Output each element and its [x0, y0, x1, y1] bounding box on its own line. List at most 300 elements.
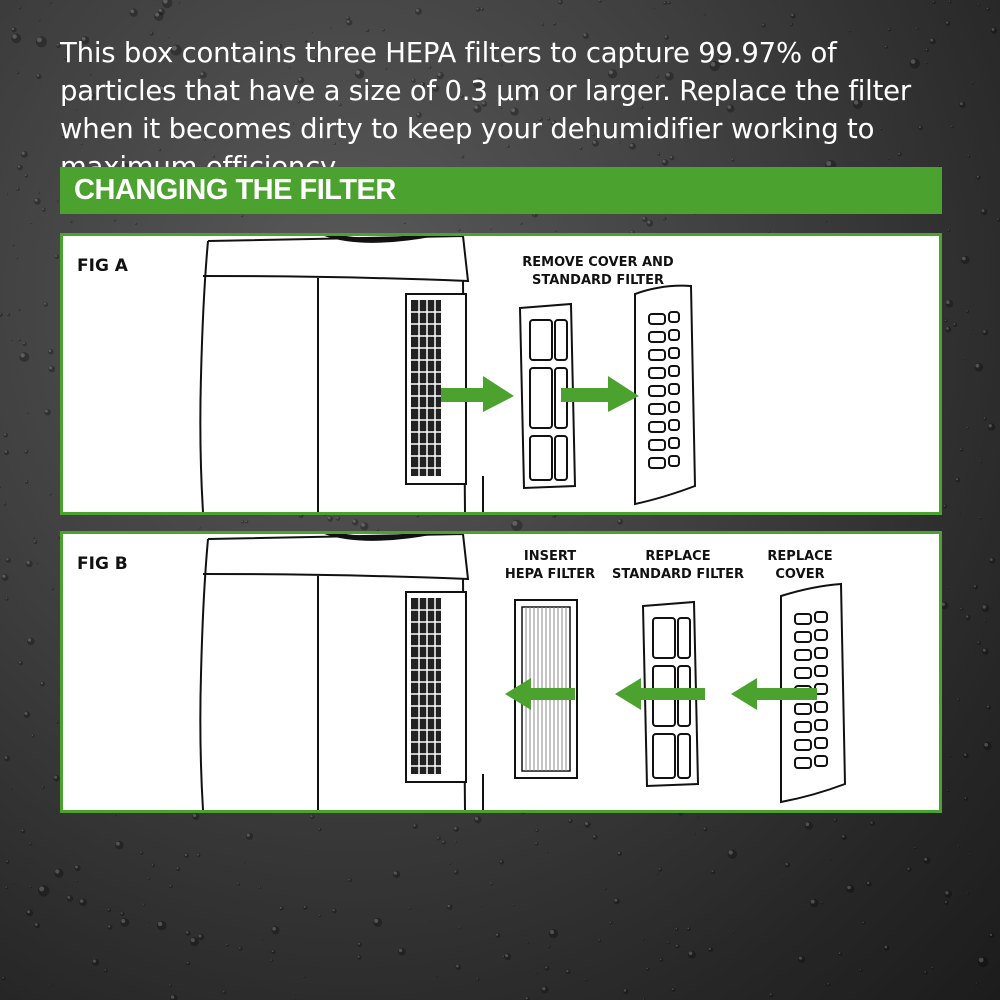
water-droplet-highlight	[186, 931, 188, 933]
water-droplet-highlight	[456, 965, 459, 968]
water-droplet	[604, 887, 607, 890]
water-droplet	[398, 948, 406, 956]
water-droplet-highlight	[19, 339, 20, 340]
water-droplet	[75, 865, 81, 871]
water-droplet	[198, 934, 205, 941]
water-droplet-highlight	[585, 979, 586, 980]
water-droplet-highlight	[409, 907, 410, 908]
water-droplet	[271, 926, 279, 934]
water-droplet	[11, 33, 21, 43]
water-droplet	[241, 215, 244, 218]
water-droplet	[932, 1, 935, 4]
water-droplet-highlight	[25, 450, 27, 452]
water-droplet	[989, 933, 994, 938]
water-droplet	[914, 847, 917, 850]
water-droplet	[663, 217, 667, 221]
water-droplet-highlight	[442, 841, 444, 843]
water-droplet	[981, 209, 987, 215]
water-droplet-highlight	[366, 29, 368, 31]
water-droplet	[553, 23, 556, 26]
water-droplet	[982, 648, 989, 655]
water-droplet-highlight	[358, 943, 360, 945]
water-droplet-highlight	[16, 257, 17, 258]
water-droplet	[2, 977, 6, 981]
water-droplet	[980, 461, 982, 463]
water-droplet-highlight	[121, 912, 123, 914]
water-droplet-highlight	[105, 969, 107, 971]
water-droplet	[593, 835, 598, 840]
water-droplet-highlight	[37, 37, 42, 42]
water-droplet	[548, 945, 551, 948]
water-droplet	[967, 892, 969, 894]
water-droplet	[535, 842, 538, 845]
water-droplet-highlight	[114, 814, 115, 815]
water-droplet	[558, 0, 563, 5]
water-droplet-highlight	[4, 434, 6, 436]
fig-a-label: FIG A	[77, 256, 128, 276]
water-droplet	[130, 9, 138, 17]
water-droplet-highlight	[6, 558, 8, 560]
water-droplet-highlight	[148, 878, 149, 879]
water-droplet-highlight	[964, 754, 966, 756]
water-droplet	[703, 13, 705, 15]
water-droplet-highlight	[2, 575, 5, 578]
water-droplet-highlight	[75, 866, 78, 869]
water-droplet	[949, 0, 952, 3]
water-droplet	[27, 412, 29, 414]
water-droplet	[12, 882, 14, 884]
water-droplet-highlight	[80, 899, 83, 902]
water-droplet	[476, 7, 481, 12]
water-droplet-highlight	[969, 854, 970, 855]
water-droplet	[762, 23, 766, 27]
water-droplet-highlight	[960, 102, 963, 105]
water-droplet	[151, 864, 155, 868]
water-droplet	[55, 254, 60, 259]
water-droplet	[310, 815, 314, 819]
water-droplet-highlight	[30, 843, 31, 844]
water-droplet-highlight	[25, 175, 27, 177]
water-droplet-highlight	[643, 998, 644, 999]
water-droplet	[92, 959, 99, 966]
fig-b-label: FIG B	[77, 554, 128, 574]
water-droplet-highlight	[984, 620, 985, 621]
water-droplet	[827, 983, 831, 987]
water-droplet-highlight	[503, 956, 504, 957]
water-droplet-highlight	[2, 977, 4, 979]
water-droplet-highlight	[374, 919, 378, 923]
water-droplet	[27, 638, 35, 646]
water-droplet	[54, 869, 63, 878]
water-droplet	[360, 522, 368, 530]
water-droplet-highlight	[548, 946, 549, 947]
water-droplet-highlight	[660, 959, 662, 961]
water-droplet	[148, 921, 150, 923]
water-droplet	[44, 302, 48, 306]
water-droplet	[67, 895, 73, 901]
water-droplet	[447, 904, 453, 910]
water-droplet	[140, 851, 144, 855]
water-droplet-highlight	[382, 29, 383, 30]
water-droplet-highlight	[93, 960, 96, 963]
water-droplet-highlight	[496, 934, 498, 936]
water-droplet	[947, 229, 950, 232]
water-droplet-highlight	[647, 968, 648, 969]
water-droplet	[244, 861, 246, 863]
water-droplet-highlight	[187, 962, 189, 964]
water-droplet-highlight	[19, 7, 20, 8]
water-droplet	[924, 857, 931, 864]
water-droplet-highlight	[5, 450, 7, 452]
water-droplet	[566, 970, 571, 975]
water-droplet-highlight	[976, 983, 977, 984]
water-droplet	[246, 833, 253, 840]
water-droplet	[924, 971, 928, 975]
unit-filter-slot	[406, 592, 466, 782]
water-droplet	[79, 899, 87, 907]
water-droplet-highlight	[77, 897, 78, 898]
water-droplet-highlight	[490, 883, 491, 884]
water-droplet-highlight	[336, 517, 338, 519]
water-droplet	[437, 836, 441, 840]
water-droplet	[545, 966, 550, 971]
water-droplet-highlight	[455, 841, 456, 842]
water-droplet	[454, 826, 460, 832]
water-droplet	[656, 873, 658, 875]
water-droplet	[10, 787, 12, 789]
water-droplet-highlight	[24, 712, 27, 715]
water-droplet-highlight	[399, 949, 402, 952]
water-droplet-highlight	[35, 199, 38, 202]
water-droplet-highlight	[311, 32, 312, 33]
water-droplet-highlight	[245, 520, 247, 522]
water-droplet-highlight	[559, 1, 561, 3]
water-droplet	[499, 860, 504, 865]
water-droplet	[791, 13, 796, 18]
water-droplet-highlight	[948, 229, 949, 230]
water-droplet	[12, 244, 14, 246]
water-droplet	[945, 890, 953, 898]
water-droplet	[6, 860, 10, 864]
water-droplet	[382, 29, 385, 32]
water-droplet	[535, 972, 537, 974]
water-droplet-highlight	[23, 343, 25, 345]
water-droplet-highlight	[56, 200, 57, 201]
fig-b-panel	[60, 531, 942, 813]
water-droplet-highlight	[782, 877, 783, 878]
water-droplet	[642, 217, 648, 223]
water-droplet	[623, 989, 628, 994]
water-droplet	[158, 8, 165, 15]
water-droplet-highlight	[947, 790, 948, 791]
water-droplet-highlight	[513, 904, 514, 905]
water-droplet-highlight	[416, 9, 419, 12]
water-droplet	[17, 165, 23, 171]
fig-b-step2-line1: REPLACE	[645, 549, 711, 564]
water-droplet-highlight	[481, 905, 482, 906]
water-droplet-highlight	[694, 833, 695, 834]
water-droplet	[961, 256, 969, 264]
water-droplet	[38, 192, 40, 194]
water-droplet-highlight	[555, 230, 556, 231]
water-droplet-highlight	[49, 366, 52, 369]
water-droplet	[303, 906, 307, 910]
water-droplet	[663, 1, 667, 5]
water-droplet-highlight	[997, 219, 999, 221]
water-droplet-highlight	[31, 222, 32, 223]
water-droplet	[520, 222, 523, 225]
water-droplet-highlight	[987, 8, 989, 10]
water-droplet	[646, 968, 649, 971]
water-droplet	[16, 71, 19, 74]
water-droplet-highlight	[526, 997, 528, 999]
water-droplet-highlight	[618, 852, 620, 854]
water-droplet	[157, 921, 167, 931]
water-droplet	[977, 641, 981, 645]
water-droplet	[332, 909, 337, 914]
water-droplet	[945, 327, 951, 333]
water-droplet	[617, 519, 623, 525]
water-droplet-highlight	[30, 886, 31, 887]
water-droplet	[77, 897, 79, 899]
water-droplet	[983, 330, 989, 336]
water-droplet-highlight	[266, 956, 267, 957]
water-droplet-highlight	[829, 859, 830, 860]
water-droplet	[226, 943, 229, 946]
water-droplet-highlight	[541, 23, 542, 24]
water-droplet-highlight	[762, 24, 764, 26]
water-droplet	[56, 200, 58, 202]
water-droplet-highlight	[280, 907, 282, 909]
water-droplet	[668, 1, 671, 4]
water-droplet-highlight	[11, 339, 12, 340]
water-droplet-highlight	[954, 323, 956, 325]
water-droplet-highlight	[664, 2, 666, 4]
water-droplet-highlight	[979, 958, 984, 963]
water-droplet-highlight	[933, 1, 934, 2]
water-droplet	[697, 815, 699, 817]
fig-a-caption	[503, 254, 693, 290]
water-droplet	[785, 863, 790, 868]
water-droplet	[984, 620, 986, 622]
water-droplet	[944, 901, 948, 905]
water-droplet-highlight	[170, 885, 172, 887]
water-droplet-highlight	[811, 900, 815, 904]
water-droplet-highlight	[790, 23, 792, 25]
water-droplet	[846, 885, 854, 893]
water-droplet	[56, 721, 59, 724]
water-droplet-highlight	[944, 505, 946, 507]
water-droplet-highlight	[178, 2, 179, 3]
water-droplet-highlight	[42, 208, 44, 210]
water-droplet	[834, 819, 837, 822]
water-droplet	[946, 21, 951, 26]
water-droplet	[976, 983, 978, 985]
water-droplet	[18, 339, 21, 342]
water-droplet-highlight	[946, 22, 948, 24]
water-droplet-highlight	[18, 165, 20, 167]
water-droplet-highlight	[54, 776, 57, 779]
water-droplet-highlight	[585, 822, 588, 825]
water-droplet-highlight	[490, 228, 491, 229]
water-droplet-highlight	[17, 72, 18, 73]
water-droplet-highlight	[259, 887, 260, 888]
water-droplet	[436, 975, 438, 977]
water-droplet-highlight	[394, 872, 397, 875]
water-droplet-highlight	[19, 661, 21, 663]
water-droplet-highlight	[49, 493, 50, 494]
water-droplet-highlight	[806, 822, 810, 826]
water-droplet-highlight	[191, 938, 195, 942]
water-droplet	[26, 910, 33, 917]
water-droplet	[33, 537, 35, 539]
water-droplet	[527, 942, 529, 944]
water-droplet	[964, 753, 969, 758]
water-droplet-highlight	[348, 879, 350, 881]
water-droplet-highlight	[966, 615, 968, 617]
water-droplet-highlight	[27, 412, 28, 413]
water-droplet-highlight	[272, 927, 276, 931]
water-droplet	[659, 958, 663, 962]
fig-b-step2-caption	[603, 548, 753, 584]
water-droplet-highlight	[971, 82, 972, 83]
water-droplet-highlight	[951, 126, 952, 127]
water-droplet-highlight	[520, 222, 521, 223]
water-droplet	[449, 863, 451, 865]
water-droplet	[25, 174, 28, 177]
water-droplet	[988, 423, 996, 431]
water-droplet-highlight	[261, 939, 262, 940]
water-droplet	[45, 409, 51, 415]
water-droplet	[825, 220, 827, 222]
water-droplet-highlight	[22, 152, 25, 155]
fig-a-caption-line2: STANDARD FILTER	[532, 273, 664, 288]
water-droplet-highlight	[34, 540, 36, 542]
water-droplet-highlight	[978, 642, 980, 644]
water-droplet-highlight	[429, 920, 430, 921]
water-droplet-highlight	[709, 948, 711, 950]
water-droplet-highlight	[459, 927, 460, 928]
water-droplet-highlight	[114, 219, 115, 220]
water-droplet-highlight	[17, 188, 18, 189]
water-droplet	[965, 615, 970, 620]
water-droplet-highlight	[271, 960, 272, 961]
water-droplet	[983, 417, 987, 421]
water-droplet	[19, 661, 23, 665]
water-droplet-highlight	[353, 520, 356, 523]
water-droplet	[21, 151, 28, 158]
water-droplet	[979, 517, 982, 520]
water-droplet-highlight	[974, 177, 975, 178]
water-droplet-highlight	[44, 303, 46, 305]
water-droplet	[907, 867, 912, 872]
water-droplet-highlight	[871, 822, 873, 824]
water-droplet-highlight	[361, 523, 365, 527]
water-droplet	[120, 912, 124, 916]
water-droplet-highlight	[135, 223, 136, 224]
water-droplet-highlight	[358, 956, 360, 958]
water-droplet-highlight	[333, 909, 335, 911]
water-droplet	[48, 349, 53, 354]
water-droplet	[38, 885, 49, 896]
water-droplet	[884, 945, 890, 951]
water-droplet	[241, 520, 244, 523]
water-droplet	[428, 919, 430, 921]
water-droplet-highlight	[647, 221, 650, 224]
water-droplet	[536, 829, 539, 832]
water-droplet	[29, 842, 32, 845]
water-droplet	[49, 493, 52, 496]
water-droplet	[51, 587, 54, 590]
water-droplet	[838, 952, 842, 956]
water-droplet-highlight	[972, 285, 973, 286]
water-droplet-highlight	[959, 514, 960, 515]
water-droplet	[4, 450, 9, 455]
water-droplet	[23, 342, 27, 346]
water-droplet	[708, 947, 713, 952]
water-droplet-highlight	[21, 829, 23, 831]
water-droplet	[169, 885, 173, 889]
water-droplet-highlight	[247, 834, 250, 837]
water-droplet	[346, 20, 352, 26]
water-droplet-highlight	[553, 23, 554, 24]
water-droplet-highlight	[319, 915, 320, 916]
water-droplet	[5, 597, 8, 600]
water-droplet	[672, 988, 676, 992]
water-droplet	[50, 2, 52, 4]
water-droplet-highlight	[55, 255, 57, 257]
water-droplet-highlight	[663, 217, 665, 219]
water-droplet-highlight	[614, 899, 617, 902]
water-droplet-highlight	[346, 17, 348, 19]
water-droplet-highlight	[945, 891, 948, 894]
water-droplet-highlight	[983, 330, 986, 333]
water-droplet-highlight	[968, 155, 969, 156]
water-droplet-highlight	[867, 882, 869, 884]
water-droplet-highlight	[25, 481, 27, 483]
water-droplet	[618, 851, 623, 856]
water-droplet-highlight	[67, 896, 70, 899]
water-droplet	[862, 921, 865, 924]
water-droplet-highlight	[244, 862, 245, 863]
water-droplet-highlight	[108, 925, 110, 927]
water-droplet-highlight	[947, 587, 948, 588]
water-droplet	[824, 983, 826, 985]
water-droplet	[511, 520, 522, 531]
water-droplet	[585, 979, 588, 982]
water-droplet-highlight	[668, 2, 669, 3]
water-droplet	[366, 29, 370, 33]
water-droplet-highlight	[980, 461, 981, 462]
water-droplet-highlight	[458, 229, 459, 230]
water-droplet	[945, 300, 953, 308]
water-droplet	[19, 352, 29, 362]
water-droplet-highlight	[834, 819, 836, 821]
water-droplet	[983, 742, 991, 750]
water-droplet	[805, 822, 813, 830]
water-droplet-highlight	[956, 478, 958, 480]
water-droplet-highlight	[839, 952, 841, 954]
water-droplet-highlight	[885, 946, 888, 949]
water-droplet-highlight	[193, 814, 196, 817]
water-droplet-highlight	[942, 603, 945, 606]
water-droplet	[40, 682, 45, 687]
water-droplet-highlight	[958, 846, 959, 847]
water-droplet-highlight	[967, 893, 968, 894]
fig-a-illustration	[63, 236, 939, 512]
water-droplet-highlight	[847, 886, 851, 890]
water-droplet-highlight	[604, 888, 605, 889]
